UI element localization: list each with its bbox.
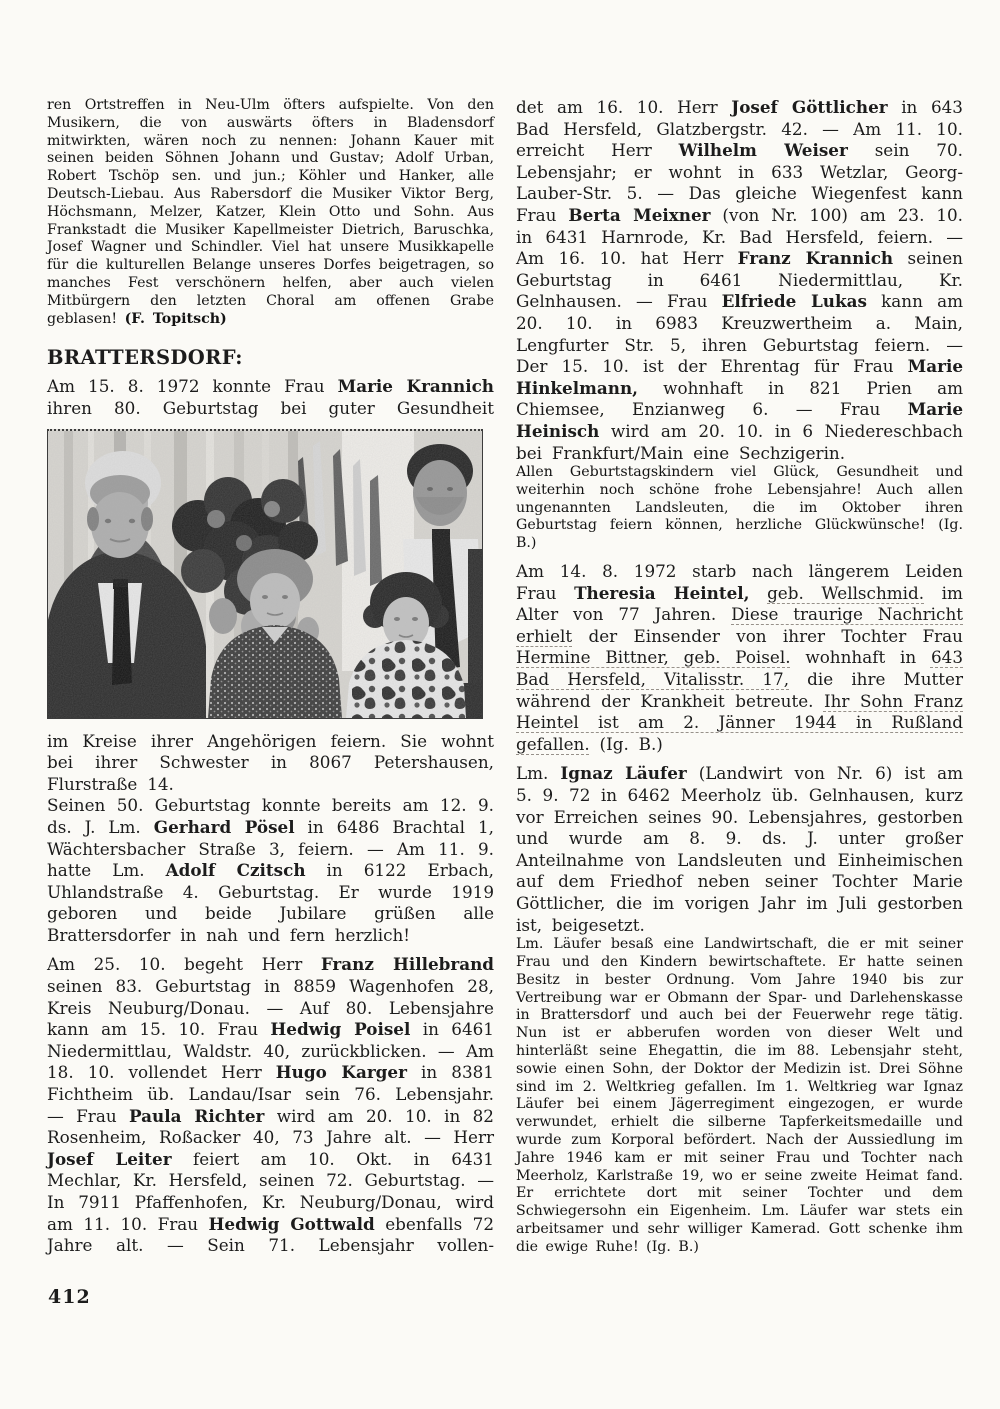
paragraph-krannich-birthday-continuation: im Kreise ihrer Angehörigen feiern. Sie wohnt bei ihrer Schwester in 8067 Petershausen, Flurstraße 14. <box>47 730 494 794</box>
right-column <box>516 97 963 1257</box>
paragraph-obituary-laeufer-details: Lm. Läufer besaß eine Landwirtschaft, die er mit seiner Frau und den Kindern bewirtschaftete. Er hatte seinen Besitz in bester Ordnung. Vom Jahre 1940 bis zur Vertreibung war er Obmann der Spar- und Darlehenskasse in Brattersdorf und auch bei der Feuerwehr rege tätig. Nun ist er abberufen worden von dieser Welt und hinterläßt seine Ehegattin, die im 88. Lebensjahr steht, sowie einen Sohn, der Doktor der Medizin ist. Drei Söhne sind im 2. Weltkrieg gefallen. Im 1. Weltkrieg war Ignaz Läufer bei einem Jägerregiment eingezogen, er wurde verwundet, erhielt die silberne Tapferkeitsmedaille und wurde zum Korporal befördert. Nach der Aussiedlung im Jahre 1946 kam er mit seiner Frau und Tochter nach Meerholz, Karlstraße 19, wo er seine zweite Heimat fand. Er errichtete dort mit seiner Tochter und dem Schwiegersohn ein Eigenheim. Lm. Läufer war stets ein arbeitsamer und sehr williger Kamerad. Gott schenke ihm die ewige Ruhe! (Ig. B.) <box>516 936 963 1255</box>
paragraph-birthday-wishes: Allen Geburtstagskindern viel Glück, Gesundheit und weiterhin noch schöne frohe Lebensjahre! Auch allen ungenannten Landsleuten, die im Oktober ihren Geburtstag feiern können, herzliche Glückwünsche! (Ig. B.) <box>516 464 963 552</box>
paragraph-music-report-continuation: ren Ortstreffen in Neu-Ulm öfters aufspielte. Von den Musikern, die von auswärts öfters in Bladensdorf mitwirkten, wären noch zu nennen: Johann Kauer mit seinen beiden Söhnen Johann und Gustav; Adolf Urban, Robert Tschöp sen. und jun.; Köhler und Hanker, alle Deutsch-Liebau. Aus Rabersdorf die Musiker Viktor Berg, Höchsmann, Melzer, Katzer, Klein Otto und Sohn. Aus Frankstadt die Musiker Kapellmeister Dietrich, Baruschka, Josef Wagner und Schindler. Viel hat unsere Musikkapelle für die kulturellen Belange unseres Dorfes beigetragen, so manches Fest verschönern helfen, aber auch vielen Mitbürgern den letzten Choral am offenen Grabe geblasen! (F. Topitsch) <box>47 97 494 327</box>
section-heading-brattersdorf: BRATTERSDORF: <box>47 346 243 370</box>
paragraph-obituary-heintel: Am 14. 8. 1972 starb nach längerem Leiden Frau Theresia Heintel, geb. Wellschmid. im Alter von 77 Jahren. Diese traurige Nachricht erhielt der Einsender von ihrer Tochter Frau Hermine Bittner, geb. Poisel. wohnhaft in 643 Bad Hersfeld, Vitalisstr. 17, die ihre Mutter während der Krankheit betreute. Ihr Sohn Franz Heintel ist am 2. Jänner 1944 in Rußland gefallen. (Ig. B.) <box>516 561 963 754</box>
paragraph-krannich-birthday-intro: Am 15. 8. 1972 konnte Frau Marie Krannich ihren 80. Geburtstag bei guter Gesundheit <box>47 376 494 418</box>
group-photo <box>47 429 483 719</box>
paragraph-october-birthdays-right: det am 16. 10. Herr Josef Göttlicher in 643 Bad Hersfeld, Glatzbergstr. 42. — Am 11. 10. erreicht Herr Wilhelm Weiser sein 70. Lebensjahr; er wohnt in 633 Wetzlar, Georg-Lauber-Str. 5. — Das gleiche Wiegenfest kann Frau Berta Meixner (von Nr. 100) am 23. 10. in 6431 Harnrode, Kr. Bad Hersfeld, feiern. — Am 16. 10. hat Herr Franz Krannich seinen Geburtstag in 6461 Niedermittlau, Kr. Gelnhausen. — Frau Elfriede Lukas kann am 20. 10. in 6983 Kreuzwertheim a. Main, Lengfurter Str. 5, ihren Geburtstag feiern. — Der 15. 10. ist der Ehrentag für Frau Marie Hinkelmann, wohnhaft in 821 Prien am Chiemsee, Enzianweg 6. — Frau Marie Heinisch wird am 20. 10. in 6 Niedereschbach bei Frankfurt/Main eine Sechzigerin. <box>516 97 964 463</box>
paragraph-poesel-czitsch-birthdays: Seinen 50. Geburtstag konnte bereits am 12. 9. ds. J. Lm. Gerhard Pösel in 6486 Brachtal 1, Wächtersbacher Straße 3, feiern. — Am 11. 9. hatte Lm. Adolf Czitsch in 6122 Erbach, Uhlandstraße 4. Geburtstag. Er wurde 1919 geboren und beide Jubilare grüßen alle Brattersdorfer in nah und fern herzlich! <box>47 795 495 945</box>
left-column <box>47 97 494 1257</box>
page-number: 412 <box>48 1286 91 1308</box>
paragraph-october-birthdays-left: Am 25. 10. begeht Herr Franz Hillebrand seinen 83. Geburtstag in 8859 Wagenhofen 28, Kreis Neuburg/Donau. — Auf 80. Lebensjahre kann am 15. 10. Frau Hedwig Poisel in 6461 Niedermittlau, Waldstr. 40, zurückblicken. — Am 18. 10. vollendet Herr Hugo Karger in 8381 Fichtheim üb. Landau/Isar sein 76. Lebensjahr. — Frau Paula Richter wird am 20. 10. in 82 Rosenheim, Roßacker 40, 73 Jahre alt. — Herr Josef Leiter feiert am 10. Okt. in 6431 Mechlar, Kr. Hersfeld, seinen 72. Geburtstag. — In 7911 Pfaffenhofen, Kr. Neuburg/Donau, wird am 11. 10. Frau Hedwig Gottwald ebenfalls 72 Jahre alt. — Sein 71. Lebensjahr vollen- <box>47 954 495 1256</box>
paragraph-obituary-laeufer: Lm. Ignaz Läufer (Landwirt von Nr. 6) ist am 5. 9. 72 in 6462 Meerholz üb. Gelnhausen, kurz vor Erreichen seines 90. Lebensjahres, gestorben und wurde am 8. 9. ds. J. unter großer Anteilnahme von Landsleuten und Einheimischen auf dem Friedhof neben seiner Tochter Marie Göttlicher, die im vorigen Jahr im Juli gestorben ist, beigesetzt. <box>516 763 963 935</box>
